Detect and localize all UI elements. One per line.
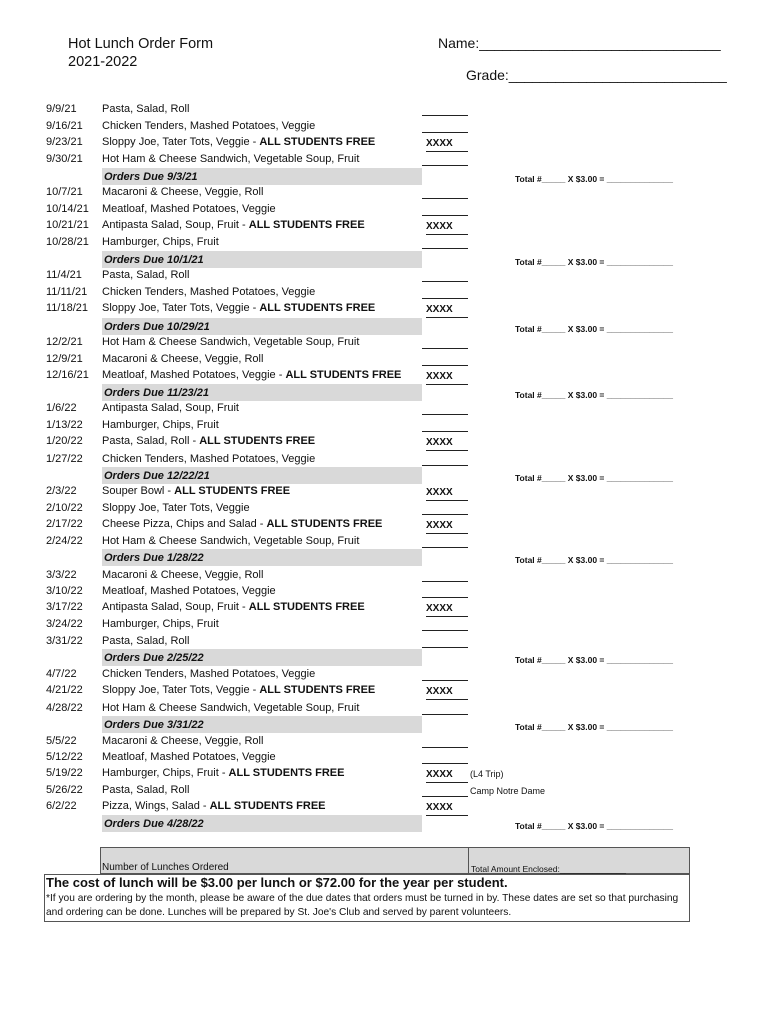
meal-date: 1/20/22 — [46, 435, 83, 447]
free-lunch-label: ALL STUDENTS FREE — [248, 601, 365, 613]
meal-text: Hot Ham & Cheese Sandwich, Vegetable Soup, Fruit — [102, 535, 360, 547]
meal-row — [0, 682, 770, 698]
meal-description — [102, 616, 219, 632]
meal-row — [0, 451, 770, 467]
grade-field[interactable]: Grade:____________________________ — [466, 67, 727, 83]
school-year: 2021-2022 — [68, 54, 138, 70]
meal-date: 5/26/22 — [46, 784, 83, 796]
free-lunch-marker: XXXX — [426, 602, 468, 617]
meal-description — [102, 700, 359, 716]
meal-text: Hot Ham & Cheese Sandwich, Vegetable Soup, Fruit — [102, 153, 360, 165]
meal-description — [102, 134, 375, 150]
orders-due-label: Orders Due 12/22/21 — [104, 470, 210, 482]
meal-date: 9/16/21 — [46, 120, 83, 132]
meal-description — [102, 500, 250, 516]
orders-due-row — [0, 549, 770, 565]
meal-date: 3/17/22 — [46, 601, 83, 613]
meal-description — [102, 201, 276, 217]
number-of-lunches-label: Number of Lunches Ordered — [102, 862, 229, 873]
meal-row — [0, 483, 770, 499]
free-lunch-label: ALL STUDENTS FREE — [285, 369, 402, 381]
meal-date: 3/3/22 — [46, 569, 77, 581]
order-quantity-blank[interactable] — [422, 115, 468, 116]
meal-date: 11/11/21 — [46, 286, 88, 298]
free-lunch-marker: XXXX — [426, 519, 468, 534]
free-lunch-label: ALL STUDENTS FREE — [228, 767, 345, 779]
meal-text: Antipasta Salad, Soup, Fruit — [102, 402, 239, 414]
order-quantity-blank[interactable] — [422, 365, 468, 366]
cost-statement: The cost of lunch will be $3.00 per lunch or $72.00 for the year per student. — [46, 875, 508, 890]
meal-description — [102, 782, 189, 798]
meal-date: 2/3/22 — [46, 485, 77, 497]
meal-description — [102, 666, 315, 682]
total-calculation-field[interactable]: Total #_____ X $3.00 = ______________ — [515, 257, 673, 267]
meal-row — [0, 733, 770, 749]
meal-text: Sloppy Joe, Tater Tots, Veggie — [102, 502, 250, 514]
meal-date: 10/7/21 — [46, 186, 83, 198]
meal-row — [0, 765, 770, 781]
free-lunch-marker: XXXX — [426, 486, 468, 501]
free-lunch-label: ALL STUDENTS FREE — [266, 518, 383, 530]
total-calculation-field[interactable]: Total #_____ X $3.00 = ______________ — [515, 555, 673, 565]
meal-text: Chicken Tenders, Mashed Potatoes, Veggie — [102, 453, 316, 465]
meal-description — [102, 599, 365, 615]
free-lunch-marker: XXXX — [426, 801, 468, 816]
meal-description — [102, 400, 239, 416]
meal-description — [102, 798, 326, 814]
meal-row — [0, 633, 770, 649]
meal-text: Antipasta Salad, Soup, Fruit - — [102, 601, 249, 613]
meal-description — [102, 749, 276, 765]
order-quantity-blank[interactable] — [422, 581, 468, 582]
meal-row — [0, 616, 770, 632]
meal-date: 1/13/22 — [46, 419, 83, 431]
meal-date: 9/30/21 — [46, 153, 83, 165]
meal-note: Camp Notre Dame — [470, 786, 546, 796]
meal-date: 12/16/21 — [46, 369, 89, 381]
meal-description — [102, 101, 189, 117]
meal-description — [102, 351, 263, 367]
meal-row — [0, 284, 770, 300]
orders-due-row — [0, 815, 770, 831]
meal-date: 9/23/21 — [46, 136, 83, 148]
meal-text: Antipasta Salad, Soup, Fruit - — [102, 219, 249, 231]
meal-text: Macaroni & Cheese, Veggie, Roll — [102, 353, 264, 365]
meal-date: 5/19/22 — [46, 767, 83, 779]
meal-text: Cheese Pizza, Chips and Salad - — [102, 518, 267, 530]
meal-description — [102, 583, 276, 599]
name-field[interactable]: Name:_______________________________ — [438, 35, 721, 51]
total-calculation-field[interactable]: Total #_____ X $3.00 = ______________ — [515, 655, 673, 665]
meal-description — [102, 300, 375, 316]
meal-date: 3/10/22 — [46, 585, 83, 597]
meal-description — [102, 334, 359, 350]
meal-date: 11/18/21 — [46, 302, 89, 314]
orders-due-label: Orders Due 3/31/22 — [104, 719, 204, 731]
order-quantity-blank[interactable] — [422, 796, 468, 797]
order-quantity-blank[interactable] — [422, 431, 468, 432]
meal-row — [0, 500, 770, 516]
meal-text: Hot Ham & Cheese Sandwich, Vegetable Soup, Fruit — [102, 336, 360, 348]
order-quantity-blank[interactable] — [422, 630, 468, 631]
meal-text: Pasta, Salad, Roll — [102, 635, 190, 647]
meal-row — [0, 134, 770, 150]
total-calculation-field[interactable]: Total #_____ X $3.00 = ______________ — [515, 324, 673, 334]
orders-due-row — [0, 251, 770, 267]
meal-text: Meatloaf, Mashed Potatoes, Veggie — [102, 203, 276, 215]
orders-due-row — [0, 318, 770, 334]
meal-text: Souper Bowl - — [102, 485, 175, 497]
meal-row — [0, 101, 770, 117]
meal-row — [0, 234, 770, 250]
order-quantity-blank[interactable] — [422, 215, 468, 216]
orders-due-row — [0, 467, 770, 483]
orders-due-row — [0, 649, 770, 665]
meal-text: Pasta, Salad, Roll — [102, 269, 190, 281]
orders-due-row — [0, 384, 770, 400]
meal-date: 3/31/22 — [46, 635, 83, 647]
meal-description — [102, 483, 290, 499]
order-quantity-blank[interactable] — [422, 414, 468, 415]
meal-text: Hamburger, Chips, Fruit — [102, 419, 219, 431]
free-lunch-marker: XXXX — [426, 685, 468, 700]
meal-description — [102, 733, 263, 749]
order-quantity-blank[interactable] — [422, 298, 468, 299]
summary-divider — [468, 848, 469, 874]
meal-date: 4/21/22 — [46, 684, 83, 696]
orders-due-label: Orders Due 10/29/21 — [104, 321, 210, 333]
order-quantity-blank[interactable] — [422, 714, 468, 715]
total-calculation-field[interactable]: Total #_____ X $3.00 = ______________ — [515, 821, 673, 831]
meal-description — [102, 433, 315, 449]
meal-row — [0, 351, 770, 367]
meal-row — [0, 201, 770, 217]
meal-description — [102, 633, 189, 649]
meal-description — [102, 217, 365, 233]
meal-text: Chicken Tenders, Mashed Potatoes, Veggie — [102, 668, 316, 680]
total-calculation-field[interactable]: Total #_____ X $3.00 = ______________ — [515, 174, 673, 184]
order-quantity-blank[interactable] — [422, 680, 468, 681]
total-amount-field[interactable]: Total Amount Enclosed:______________ — [471, 864, 627, 874]
free-lunch-marker: XXXX — [426, 137, 468, 152]
orders-due-label: Orders Due 10/1/21 — [104, 254, 204, 266]
meal-row — [0, 184, 770, 200]
orders-due-label: Orders Due 9/3/21 — [104, 171, 198, 183]
meal-text: Hamburger, Chips, Fruit - — [102, 767, 229, 779]
meal-text: Pasta, Salad, Roll — [102, 103, 190, 115]
meal-description — [102, 765, 344, 781]
meal-date: 10/21/21 — [46, 219, 89, 231]
free-lunch-label: ALL STUDENTS FREE — [259, 302, 376, 314]
meal-row — [0, 599, 770, 615]
meal-text: Meatloaf, Mashed Potatoes, Veggie — [102, 751, 276, 763]
meal-row — [0, 700, 770, 716]
orders-due-row — [0, 716, 770, 732]
meal-text: Macaroni & Cheese, Veggie, Roll — [102, 186, 264, 198]
order-quantity-blank[interactable] — [422, 465, 468, 466]
meal-row — [0, 567, 770, 583]
meal-date: 2/17/22 — [46, 518, 83, 530]
meal-row — [0, 417, 770, 433]
meal-date: 5/5/22 — [46, 735, 77, 747]
meal-date: 9/9/21 — [46, 103, 77, 115]
meal-text: Macaroni & Cheese, Veggie, Roll — [102, 569, 264, 581]
order-quantity-blank[interactable] — [422, 198, 468, 199]
meal-row — [0, 217, 770, 233]
meal-description — [102, 284, 315, 300]
meal-description — [102, 533, 359, 549]
meal-date: 2/24/22 — [46, 535, 83, 547]
meal-note: (L4 Trip) — [470, 769, 504, 779]
meal-row — [0, 583, 770, 599]
orders-due-label: Orders Due 1/28/22 — [104, 552, 204, 564]
meal-description — [102, 184, 263, 200]
meal-row — [0, 118, 770, 134]
orders-due-label: Orders Due 11/23/21 — [104, 387, 209, 399]
meal-date: 4/7/22 — [46, 668, 77, 680]
meal-date: 2/10/22 — [46, 502, 83, 514]
ordering-note: *If you are ordering by the month, please be aware of the due dates that orders must be turned in by. These dates are set so that purchasing and ordering can be done. Lunches will be prepared by St. Joe's Club and served by parent volunteers. — [46, 893, 679, 918]
order-quantity-blank[interactable] — [422, 647, 468, 648]
meal-description — [102, 234, 219, 250]
meal-row — [0, 798, 770, 814]
meal-description — [102, 151, 359, 167]
meal-description — [102, 367, 401, 383]
meal-row — [0, 400, 770, 416]
meal-description — [102, 451, 315, 467]
meal-text: Meatloaf, Mashed Potatoes, Veggie - — [102, 369, 286, 381]
free-lunch-marker: XXXX — [426, 436, 468, 451]
order-quantity-blank[interactable] — [422, 165, 468, 166]
meal-text: Pasta, Salad, Roll - — [102, 435, 200, 447]
meal-text: Hamburger, Chips, Fruit — [102, 618, 219, 630]
meal-text: Hot Ham & Cheese Sandwich, Vegetable Soup, Fruit — [102, 702, 360, 714]
meal-date: 5/12/22 — [46, 751, 83, 763]
orders-due-row — [0, 168, 770, 184]
meal-row — [0, 151, 770, 167]
meal-row — [0, 334, 770, 350]
free-lunch-label: ALL STUDENTS FREE — [174, 485, 291, 497]
meal-date: 10/28/21 — [46, 236, 89, 248]
orders-due-label: Orders Due 2/25/22 — [104, 652, 204, 664]
meal-text: Hamburger, Chips, Fruit — [102, 236, 219, 248]
order-quantity-blank[interactable] — [422, 248, 468, 249]
meal-description — [102, 267, 189, 283]
order-quantity-blank[interactable] — [422, 132, 468, 133]
meal-text: Sloppy Joe, Tater Tots, Veggie - — [102, 136, 260, 148]
meal-row — [0, 433, 770, 449]
order-quantity-blank[interactable] — [422, 348, 468, 349]
meal-row — [0, 367, 770, 383]
meal-text: Sloppy Joe, Tater Tots, Veggie - — [102, 684, 260, 696]
total-calculation-field[interactable]: Total #_____ X $3.00 = ______________ — [515, 473, 673, 483]
order-quantity-blank[interactable] — [422, 597, 468, 598]
order-quantity-blank[interactable] — [422, 514, 468, 515]
meal-description — [102, 516, 382, 532]
meal-text: Meatloaf, Mashed Potatoes, Veggie — [102, 585, 276, 597]
meal-text: Chicken Tenders, Mashed Potatoes, Veggie — [102, 120, 316, 132]
free-lunch-marker: XXXX — [426, 303, 468, 318]
free-lunch-label: ALL STUDENTS FREE — [199, 435, 316, 447]
free-lunch-label: ALL STUDENTS FREE — [259, 684, 376, 696]
order-quantity-blank[interactable] — [422, 547, 468, 548]
free-lunch-label: ALL STUDENTS FREE — [259, 136, 376, 148]
meal-date: 1/27/22 — [46, 453, 83, 465]
meal-date: 1/6/22 — [46, 402, 77, 414]
summary-bar — [100, 847, 690, 874]
free-lunch-marker: XXXX — [426, 768, 468, 783]
free-lunch-label: ALL STUDENTS FREE — [248, 219, 365, 231]
meal-row — [0, 267, 770, 283]
free-lunch-marker: XXXX — [426, 370, 468, 385]
order-quantity-blank[interactable] — [422, 763, 468, 764]
meal-description — [102, 682, 375, 698]
meal-text: Sloppy Joe, Tater Tots, Veggie - — [102, 302, 260, 314]
meal-text: Pasta, Salad, Roll — [102, 784, 190, 796]
total-calculation-field[interactable]: Total #_____ X $3.00 = ______________ — [515, 722, 673, 732]
meal-row — [0, 782, 770, 798]
meal-row — [0, 533, 770, 549]
meal-date: 3/24/22 — [46, 618, 83, 630]
meal-description — [102, 567, 263, 583]
meal-text: Chicken Tenders, Mashed Potatoes, Veggie — [102, 286, 316, 298]
free-lunch-marker: XXXX — [426, 220, 468, 235]
order-quantity-blank[interactable] — [422, 747, 468, 748]
meal-date: 10/14/21 — [46, 203, 89, 215]
orders-due-label: Orders Due 4/28/22 — [104, 818, 204, 830]
meal-date: 4/28/22 — [46, 702, 83, 714]
meal-date: 11/4/21 — [46, 269, 82, 281]
meal-row — [0, 749, 770, 765]
meal-text: Macaroni & Cheese, Veggie, Roll — [102, 735, 264, 747]
meal-text: Pizza, Wings, Salad - — [102, 800, 210, 812]
meal-description — [102, 118, 315, 134]
meal-description — [102, 417, 219, 433]
free-lunch-label: ALL STUDENTS FREE — [209, 800, 326, 812]
meal-date: 12/2/21 — [46, 336, 83, 348]
meal-row — [0, 300, 770, 316]
meal-date: 12/9/21 — [46, 353, 83, 365]
order-quantity-blank[interactable] — [422, 281, 468, 282]
meal-row — [0, 516, 770, 532]
meal-row — [0, 666, 770, 682]
form-title: Hot Lunch Order Form — [68, 36, 214, 52]
meal-date: 6/2/22 — [46, 800, 77, 812]
total-calculation-field[interactable]: Total #_____ X $3.00 = ______________ — [515, 390, 673, 400]
